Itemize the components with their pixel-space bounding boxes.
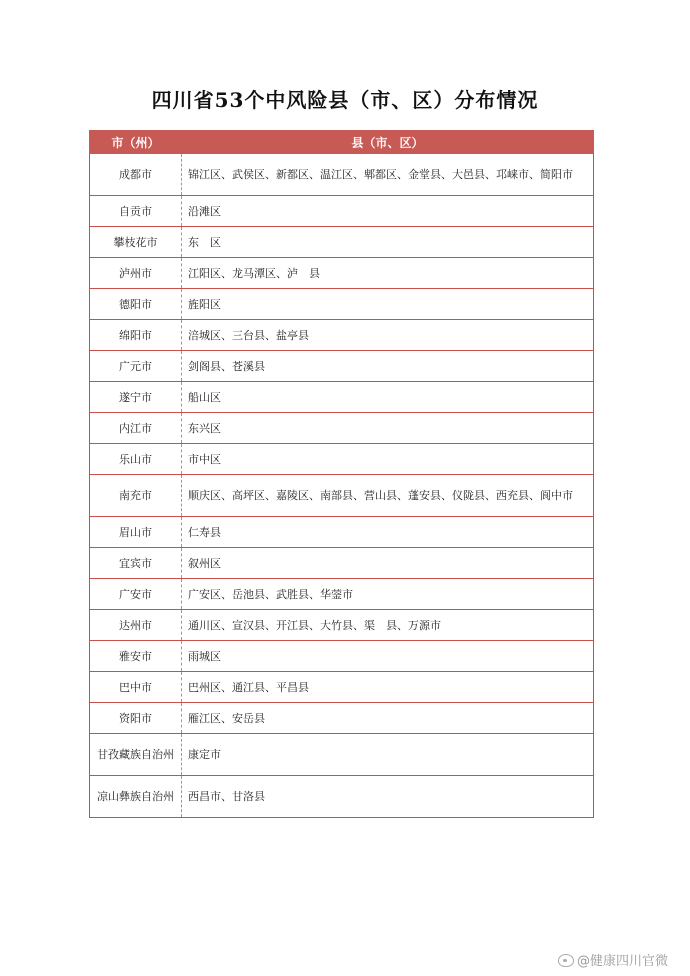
header-counties: 县（市、区） (182, 131, 594, 154)
watermark-text: @健康四川官微 (576, 954, 668, 969)
counties-cell: 雨城区 (182, 641, 594, 672)
city-cell: 自贡市 (90, 196, 182, 227)
city-cell: 雅安市 (90, 641, 182, 672)
table-row (90, 475, 594, 517)
counties-cell: 东兴区 (182, 413, 594, 444)
watermark (558, 950, 668, 969)
table-body (90, 154, 594, 818)
table-row (90, 227, 594, 258)
city-cell: 内江市 (90, 413, 182, 444)
counties-cell: 市中区 (182, 444, 594, 475)
counties-cell: 雁江区、安岳县 (182, 703, 594, 734)
table-row (90, 734, 594, 776)
table-row (90, 196, 594, 227)
table-row (90, 579, 594, 610)
counties-cell: 顺庆区、高坪区、嘉陵区、南部县、营山县、蓬安县、仪陇县、西充县、阆中市 (182, 475, 594, 517)
table-row (90, 703, 594, 734)
counties-cell: 旌阳区 (182, 289, 594, 320)
city-cell: 甘孜藏族自治州 (90, 734, 182, 776)
table-header-row (90, 131, 594, 154)
table-row (90, 413, 594, 444)
city-cell: 广元市 (90, 351, 182, 382)
counties-cell: 船山区 (182, 382, 594, 413)
counties-cell: 剑阁县、苍溪县 (182, 351, 594, 382)
table-row (90, 444, 594, 475)
city-cell: 资阳市 (90, 703, 182, 734)
weibo-icon (558, 954, 574, 967)
counties-cell: 仁寿县 (182, 517, 594, 548)
counties-cell: 巴州区、通江县、平昌县 (182, 672, 594, 703)
counties-cell: 东 区 (182, 227, 594, 258)
counties-cell: 沿滩区 (182, 196, 594, 227)
counties-cell: 涪城区、三台县、盐亭县 (182, 320, 594, 351)
city-cell: 达州市 (90, 610, 182, 641)
city-cell: 凉山彝族自治州 (90, 776, 182, 818)
city-cell: 宜宾市 (90, 548, 182, 579)
page-title: 四川省53个中风险县（市、区）分布情况 (151, 88, 539, 112)
header-city: 市（州） (90, 131, 182, 154)
table-row (90, 672, 594, 703)
counties-cell: 康定市 (182, 734, 594, 776)
city-cell: 绵阳市 (90, 320, 182, 351)
table-row (90, 258, 594, 289)
counties-cell: 广安区、岳池县、武胜县、华蓥市 (182, 579, 594, 610)
city-cell: 攀枝花市 (90, 227, 182, 258)
counties-cell: 叙州区 (182, 548, 594, 579)
table-row (90, 517, 594, 548)
city-cell: 巴中市 (90, 672, 182, 703)
city-cell: 眉山市 (90, 517, 182, 548)
table-row (90, 382, 594, 413)
table-row (90, 610, 594, 641)
table-row (90, 320, 594, 351)
city-cell: 乐山市 (90, 444, 182, 475)
table-row (90, 351, 594, 382)
counties-cell: 江阳区、龙马潭区、泸 县 (182, 258, 594, 289)
counties-cell: 通川区、宣汉县、开江县、大竹县、渠 县、万源市 (182, 610, 594, 641)
city-cell: 南充市 (90, 475, 182, 517)
city-cell: 成都市 (90, 154, 182, 196)
city-cell: 遂宁市 (90, 382, 182, 413)
risk-area-table (89, 130, 594, 818)
table-row (90, 776, 594, 818)
city-cell: 德阳市 (90, 289, 182, 320)
counties-cell: 锦江区、武侯区、新都区、温江区、郫都区、金堂县、大邑县、邛崃市、简阳市 (182, 154, 594, 196)
city-cell: 广安市 (90, 579, 182, 610)
counties-cell: 西昌市、甘洛县 (182, 776, 594, 818)
table-row (90, 289, 594, 320)
table-row (90, 641, 594, 672)
table-row (90, 548, 594, 579)
city-cell: 泸州市 (90, 258, 182, 289)
table-row (90, 154, 594, 196)
